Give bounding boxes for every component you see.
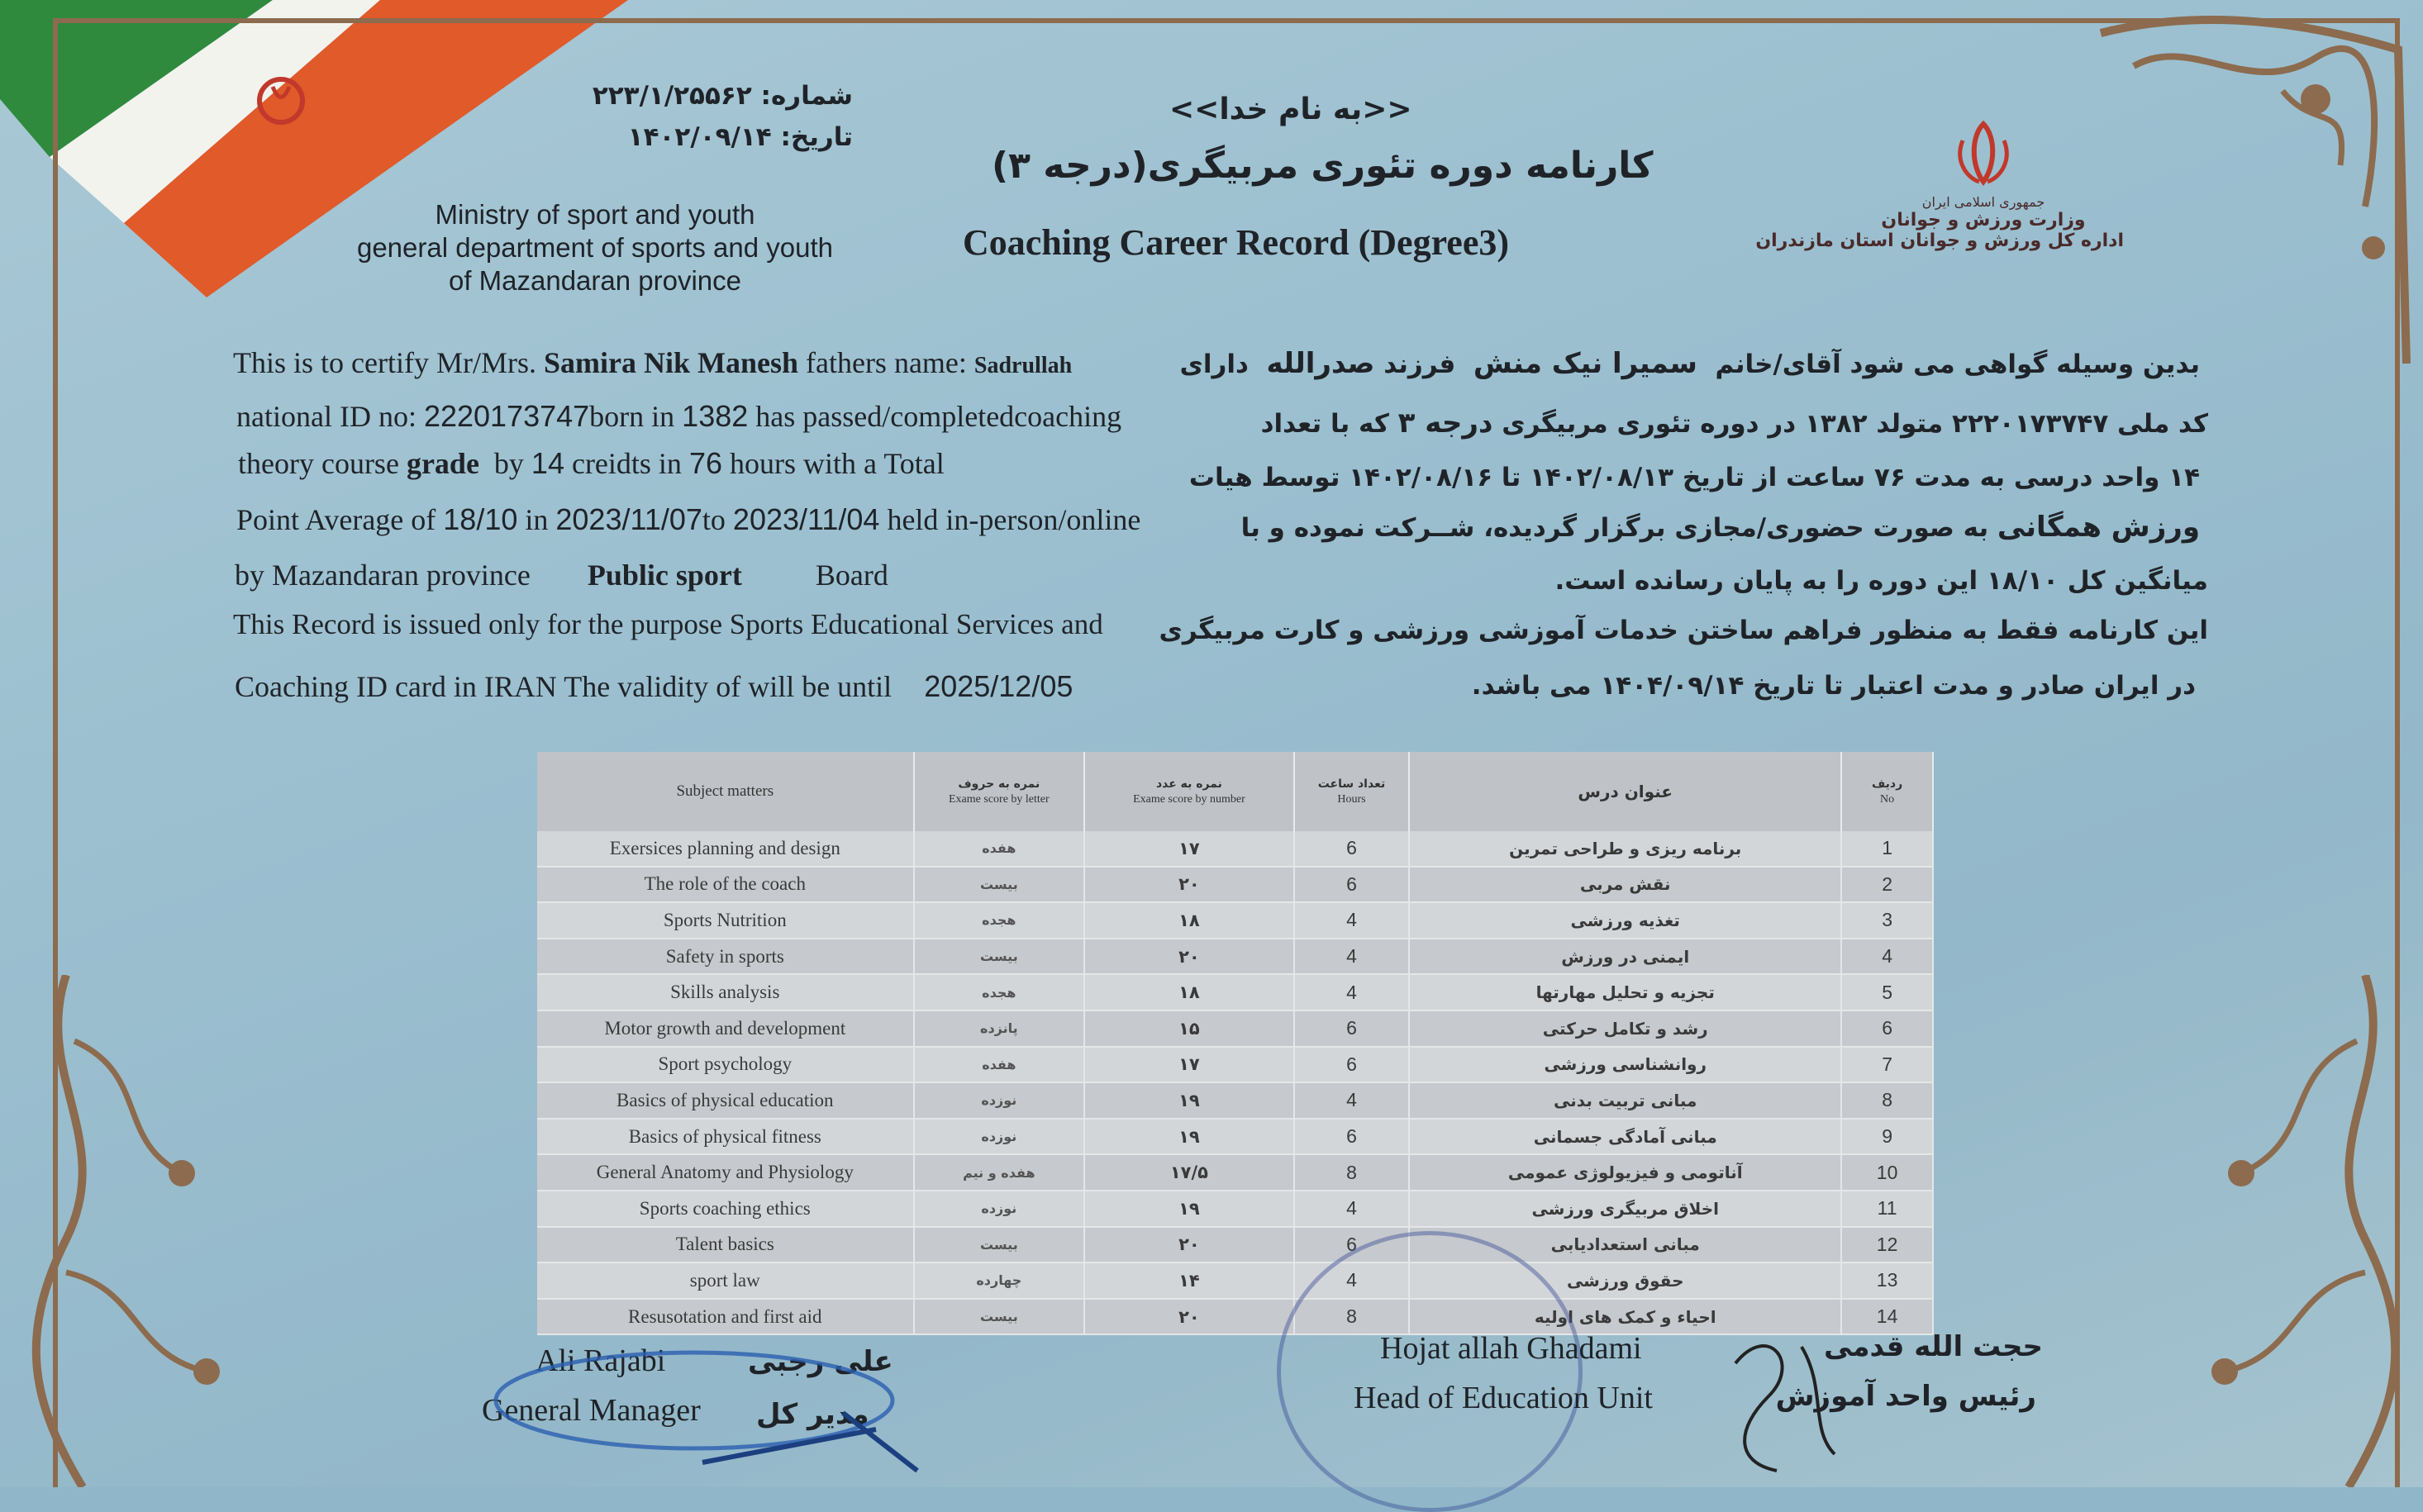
en-line-3 <box>238 446 945 481</box>
header-no-fa: ردیف <box>1871 777 1903 791</box>
header-no <box>1841 752 1933 831</box>
row-number-cell: 1 <box>1841 831 1933 867</box>
letter-score-cell: هجده <box>914 902 1085 939</box>
row-number-cell: 9 <box>1841 1119 1933 1155</box>
en-gpa-label: Point Average of <box>236 503 436 536</box>
corner-ornament-left <box>17 975 264 1487</box>
fa-line-1 <box>1179 347 2200 380</box>
number-score-cell: ۱۷ <box>1084 831 1294 867</box>
subject-cell: The role of the coach <box>537 867 914 903</box>
hours-cell: 4 <box>1294 1262 1410 1299</box>
number-field <box>593 81 853 111</box>
header-letter <box>914 752 1085 831</box>
row-number-cell: 5 <box>1841 974 1933 1010</box>
header-title-fa: عنوان درس <box>1578 782 1673 801</box>
header-hours <box>1294 752 1410 831</box>
table-row <box>537 1191 1933 1227</box>
header-subject <box>537 752 914 831</box>
table-row <box>537 902 1933 939</box>
fa-has-label: دارای <box>1179 349 1249 379</box>
title-fa-cell: احیاء و کمک های اولیه <box>1409 1299 1841 1335</box>
hours-cell: 8 <box>1294 1299 1410 1335</box>
number-value: ۲۲۳/۱/۲۵۵۶۲ <box>592 81 752 111</box>
header-number-en: Exame score by number <box>1133 793 1245 806</box>
en-course-text: theory course <box>238 447 399 480</box>
title-fa-cell: مبانی تربیت بدنی <box>1409 1082 1841 1119</box>
en-credits-text: creidts in <box>571 447 682 480</box>
hours-cell: 8 <box>1294 1154 1410 1191</box>
signatory-left-role-en: General Manager <box>482 1393 701 1428</box>
subject-cell: Basics of physical fitness <box>537 1119 914 1155</box>
hours-cell: 6 <box>1294 831 1410 867</box>
signatory-mid-role-en: Head of Education Unit <box>1354 1381 1653 1415</box>
title-fa-cell: نقش مربی <box>1409 867 1841 903</box>
ministry-block-en <box>339 198 851 297</box>
title-fa: کارنامه دوره تئوری مربیگری(درجه ۳) <box>992 145 1654 187</box>
hours-cell: 4 <box>1294 974 1410 1010</box>
en-board-label: Board <box>815 559 888 592</box>
number-score-cell: ۱۴ <box>1084 1262 1294 1299</box>
table-row <box>537 1082 1933 1119</box>
letter-score-cell: هفده <box>914 1047 1085 1083</box>
en-credits: 14 <box>531 446 564 480</box>
signatory-mid-name-en: Hojat allah Ghadami <box>1380 1331 1642 1366</box>
fa-line-4 <box>1241 511 2200 544</box>
en-province-text: by Mazandaran province <box>235 559 531 592</box>
ministry-line-2: general department of sports and youth <box>356 232 834 263</box>
header-number-fa: نمره به عدد <box>1155 777 1222 791</box>
letter-score-cell: بیست <box>914 1299 1085 1335</box>
signatory-left-name-fa: علی رجبی <box>748 1345 893 1378</box>
en-grade-word: grade <box>406 447 479 480</box>
number-score-cell: ۱۷/۵ <box>1084 1154 1294 1191</box>
en-father-label: fathers name: <box>806 346 967 379</box>
fa-father: صدرالله <box>1266 347 1375 380</box>
en-born: 1382 <box>682 399 749 433</box>
en-line-5 <box>235 558 888 592</box>
row-number-cell: 10 <box>1841 1154 1933 1191</box>
number-score-cell: ۱۹ <box>1084 1119 1294 1155</box>
logo-line-2: وزارت ورزش و جوانان <box>1881 210 2086 231</box>
table-row <box>537 1010 1933 1047</box>
header-letter-fa: نمره به حروف <box>958 777 1040 791</box>
table-row <box>537 974 1933 1010</box>
number-score-cell: ۱۹ <box>1084 1191 1294 1227</box>
table-row <box>537 1154 1933 1191</box>
fa-id-text: کد ملی ۲۲۲۰۱۷۳۷۴۷ متولد ۱۳۸۲ در دوره تئوری مربیگری <box>1502 409 2208 439</box>
number-score-cell: ۱۹ <box>1084 1082 1294 1119</box>
subject-cell: Skills analysis <box>537 974 914 1010</box>
en-board-name: Public sport <box>587 559 742 592</box>
letter-score-cell: نوزده <box>914 1191 1085 1227</box>
table-row <box>537 867 1933 903</box>
hours-cell: 6 <box>1294 1047 1410 1083</box>
subject-cell: Safety in sports <box>537 939 914 975</box>
en-date-to: 2023/11/04 <box>732 502 880 536</box>
subject-cell: Talent basics <box>537 1227 914 1263</box>
table-header-row <box>537 752 1933 831</box>
en-validity-text: Coaching ID card in IRAN The validity of will be until <box>235 670 893 703</box>
subject-cell: Exersices planning and design <box>537 831 914 867</box>
row-number-cell: 6 <box>1841 1010 1933 1047</box>
subject-cell: sport law <box>537 1262 914 1299</box>
table-row <box>537 831 1933 867</box>
en-to-label: to <box>702 503 726 536</box>
title-fa-cell: اخلاق مربیگری ورزشی <box>1409 1191 1841 1227</box>
hours-cell: 4 <box>1294 939 1410 975</box>
signatory-right-role-fa: رئیس واحد آموزش <box>1775 1380 2036 1413</box>
date-label: تاریخ: <box>780 122 853 152</box>
row-number-cell: 3 <box>1841 902 1933 939</box>
fa-line-5: میانگین کل ۱۸/۱۰ این دوره را به پایان رسانده است. <box>1554 566 2208 596</box>
letter-score-cell: چهارده <box>914 1262 1085 1299</box>
subject-cell: Sports Nutrition <box>537 902 914 939</box>
subject-cell: General Anatomy and Physiology <box>537 1154 914 1191</box>
header-no-en: No <box>1880 793 1895 806</box>
letter-score-cell: بیست <box>914 867 1085 903</box>
row-number-cell: 13 <box>1841 1262 1933 1299</box>
number-score-cell: ۲۰ <box>1084 1299 1294 1335</box>
title-fa-cell: مبانی استعدادیابی <box>1409 1227 1841 1263</box>
header-letter-en: Exame score by letter <box>949 793 1050 806</box>
letter-score-cell: هفده <box>914 831 1085 867</box>
number-score-cell: ۲۰ <box>1084 867 1294 903</box>
en-name: Samira Nik Manesh <box>543 346 798 379</box>
fa-count-label: که با تعداد <box>1260 409 1389 439</box>
fa-line-2 <box>1261 407 2208 440</box>
letter-score-cell: بیست <box>914 939 1085 975</box>
fa-grade: درجه ۳ <box>1397 407 1493 440</box>
fa-name: سمیرا نیک منش <box>1473 347 1697 380</box>
row-number-cell: 14 <box>1841 1299 1933 1335</box>
letter-score-cell: نوزده <box>914 1119 1085 1155</box>
fa-board: ورزش همگانی <box>1997 511 2200 544</box>
hours-cell: 6 <box>1294 1010 1410 1047</box>
en-gpa: 18/10 <box>443 502 518 536</box>
row-number-cell: 2 <box>1841 867 1933 903</box>
en-id-label: national ID no: <box>236 400 417 433</box>
number-score-cell: ۲۰ <box>1084 939 1294 975</box>
en-by-label: by <box>493 447 524 480</box>
signature-right-scribble <box>1702 1314 1868 1479</box>
title-fa-cell: رشد و تکامل حرکتی <box>1409 1010 1841 1047</box>
logo-line-1: جمهوری اسلامی ایران <box>1921 194 2045 210</box>
letter-score-cell: بیست <box>914 1227 1085 1263</box>
official-stamp <box>1277 1231 1583 1512</box>
table-row <box>537 1262 1933 1299</box>
en-date-from: 2023/11/07 <box>555 502 702 536</box>
grades-table <box>537 752 1934 1335</box>
logo-line-3: اداره کل ورزش و جوانان استان مازندران <box>1755 231 2124 251</box>
number-label: شماره: <box>760 81 853 111</box>
title-en: Coaching Career Record (Degree3) <box>963 222 1510 263</box>
fa-line-3: ۱۴ واحد درسی به مدت ۷۶ ساعت از تاریخ ۱۴۰۲/۰۸/۱۳ تا ۱۴۰۲/۰۸/۱۶ توسط هیات <box>1188 463 2200 492</box>
en-hours-text: hours with a Total <box>729 447 945 480</box>
title-fa-cell: تجزیه و تحلیل مهارتها <box>1409 974 1841 1010</box>
en-in-label: in <box>525 503 549 536</box>
ministry-logo <box>1755 116 2124 251</box>
header-subject-label: Subject matters <box>676 782 774 800</box>
fa-held-text: به صورت حضوری/مجازی برگزار گردیده، شــرکت نموده و با <box>1240 513 1989 543</box>
title-fa-cell: برنامه ریزی و طراحی تمرین <box>1409 831 1841 867</box>
title-fa-cell: آناتومی و فیزیولوژی عمومی <box>1409 1154 1841 1191</box>
en-national-id: 2220173747 <box>423 399 590 433</box>
letter-score-cell: هجده <box>914 974 1085 1010</box>
subject-cell: Motor growth and development <box>537 1010 914 1047</box>
number-score-cell: ۲۰ <box>1084 1227 1294 1263</box>
en-passed-text: has passed/completedcoaching <box>755 400 1122 433</box>
en-born-label: born in <box>589 400 675 433</box>
table-row <box>537 1047 1933 1083</box>
hours-cell: 6 <box>1294 867 1410 903</box>
corner-ornament-right <box>2150 975 2415 1487</box>
ministry-line-1: Ministry of sport and youth <box>435 199 755 230</box>
fa-line-7: در ایران صادر و مدت اعتبار تا تاریخ ۱۴۰۴/۰۹/۱۴ می باشد. <box>1471 671 2196 701</box>
signatory-left-role-fa: مدیر کل <box>756 1398 869 1431</box>
number-score-cell: ۱۸ <box>1084 974 1294 1010</box>
hours-cell: 6 <box>1294 1227 1410 1263</box>
signatory-right-name-fa: حجت الله قدمی <box>1824 1330 2043 1363</box>
number-score-cell: ۱۷ <box>1084 1047 1294 1083</box>
hours-cell: 4 <box>1294 1191 1410 1227</box>
header-number <box>1084 752 1294 831</box>
grades-table-body <box>537 831 1933 1334</box>
signatory-left-name-en: Ali Rajabi <box>536 1343 666 1378</box>
row-number-cell: 8 <box>1841 1082 1933 1119</box>
title-fa-cell: تغذیه ورزشی <box>1409 902 1841 939</box>
header-hours-en: Hours <box>1337 793 1366 806</box>
subject-cell: Basics of physical education <box>537 1082 914 1119</box>
table-row <box>537 1227 1933 1263</box>
en-line-4 <box>236 502 1140 537</box>
title-fa-cell: حقوق ورزشی <box>1409 1262 1841 1299</box>
date-value: ۱۴۰۲/۰۹/۱۴ <box>627 122 772 152</box>
en-certify-text: This is to certify Mr/Mrs. <box>233 346 536 379</box>
date-field <box>628 122 853 152</box>
en-line-6: This Record is issued only for the purpose Sports Educational Services and <box>233 608 1103 640</box>
ministry-line-3: of Mazandaran province <box>448 265 742 296</box>
en-line-1 <box>233 345 1072 380</box>
en-held-text: held in-person/online <box>887 503 1141 536</box>
hours-cell: 6 <box>1294 1119 1410 1155</box>
fa-certify-text: بدین وسیله گواهی می شود آقای/خانم <box>1715 349 2200 379</box>
row-number-cell: 4 <box>1841 939 1933 975</box>
fa-line-6: این کارنامه فقط به منظور فراهم ساختن خدمات آموزشی ورزشی و کارت مربیگری <box>1159 616 2208 645</box>
header-hours-fa: تعداد ساعت <box>1317 777 1386 791</box>
en-father: Sadrullah <box>973 353 1073 378</box>
row-number-cell: 11 <box>1841 1191 1933 1227</box>
letter-score-cell: پانزده <box>914 1010 1085 1047</box>
en-line-7 <box>235 669 1073 704</box>
en-hours: 76 <box>688 446 722 480</box>
title-fa-cell: روانشناسی ورزشی <box>1409 1047 1841 1083</box>
signature-left-scribble <box>488 1338 934 1479</box>
row-number-cell: 12 <box>1841 1227 1933 1263</box>
title-fa-cell: ایمنی در ورزش <box>1409 939 1841 975</box>
basmala: <<به نام خدا>> <box>1169 93 1412 126</box>
hours-cell: 4 <box>1294 1082 1410 1119</box>
title-fa-cell: مبانی آمادگی جسمانی <box>1409 1119 1841 1155</box>
subject-cell: Resusotation and first aid <box>537 1299 914 1335</box>
table-row <box>537 1119 1933 1155</box>
letter-score-cell: هفده و نیم <box>914 1154 1085 1191</box>
number-score-cell: ۱۵ <box>1084 1010 1294 1047</box>
letter-score-cell: نوزده <box>914 1082 1085 1119</box>
table-row <box>537 939 1933 975</box>
row-number-cell: 7 <box>1841 1047 1933 1083</box>
header-title <box>1409 752 1841 831</box>
subject-cell: Sports coaching ethics <box>537 1191 914 1227</box>
subject-cell: Sport psychology <box>537 1047 914 1083</box>
hours-cell: 4 <box>1294 902 1410 939</box>
en-line-2 <box>236 399 1121 434</box>
iran-emblem-icon <box>1946 116 2021 190</box>
en-validity-date: 2025/12/05 <box>924 669 1073 703</box>
number-score-cell: ۱۸ <box>1084 902 1294 939</box>
fa-father-label: فرزند <box>1383 349 1456 379</box>
